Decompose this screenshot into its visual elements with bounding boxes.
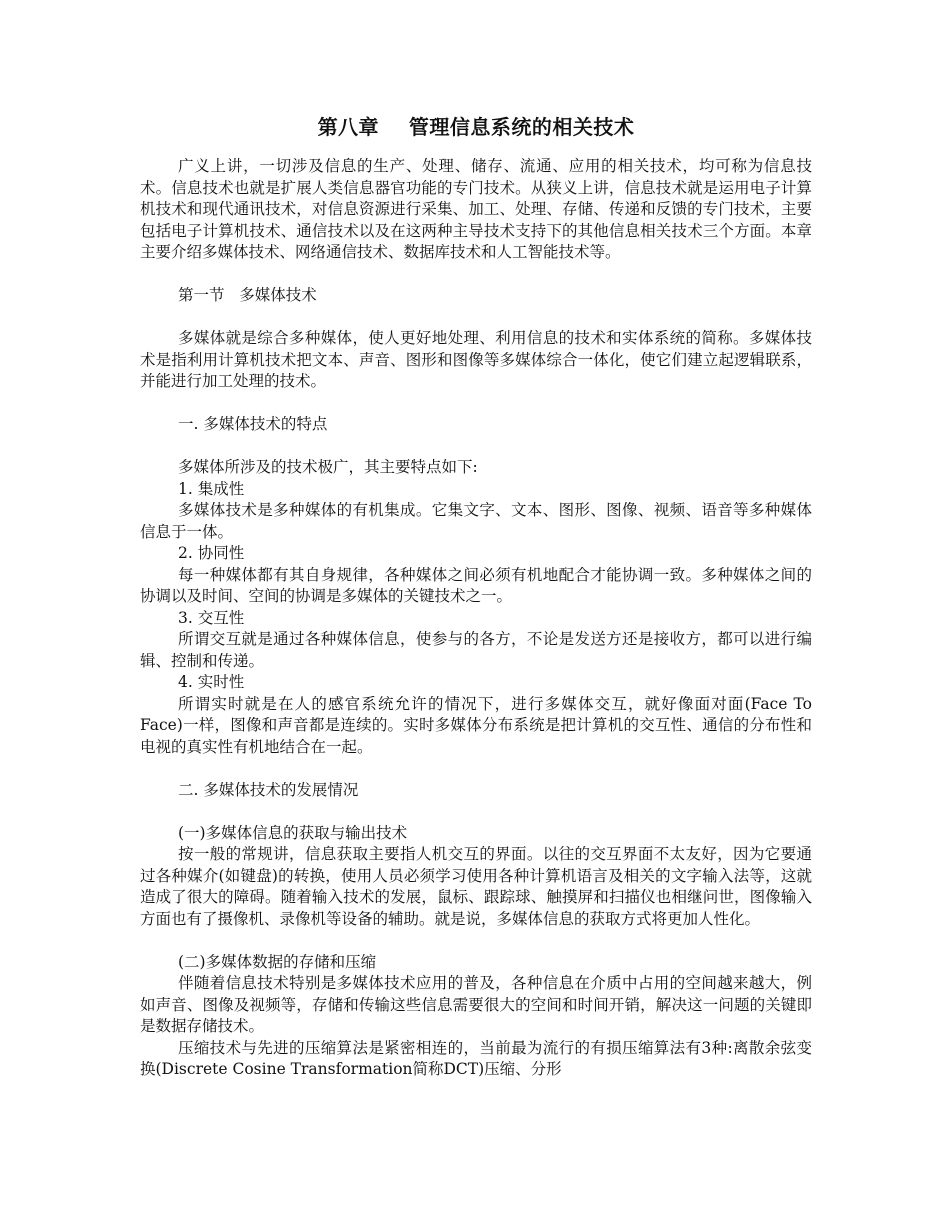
section-paragraph: 多媒体就是综合多种媒体，使人更好地处理、利用信息的技术和实体系统的简称。多媒体技术是指利用计算机技术把文本、声音、图形和图像等多媒体综合一体化，使它们建立起逻辑联系，并能进行加工处理的技术。 — [140, 329, 812, 390]
item-label: 3. 交互性 — [178, 608, 245, 627]
intro-paragraph: 广义上讲，一切涉及信息的生产、处理、储存、流通、应用的相关技术，均可称为信息技术。信息技术也就是扩展人类信息器官功能的专门技术。从狭义上讲，信息技术就是运用电子计算机技术和现代通讯技术，对信息资源进行采集、加工、处理、存储、传递和反馈的专门技术，主要包括电子计算机技术、通信技术以及在这两种主导技术支持下的其他信息相关技术三个方面。本章主要介绍多媒体技术、网络通信技术、数据库技术和人工智能技术等。 — [140, 157, 812, 261]
item-text: 所谓实时就是在人的感官系统允许的情况下，进行多媒体交互，就好像面对面(Face To Face)一样，图像和声音都是连续的。实时多媒体分布系统是把计算机的交互性、通信的分布性和电视的真实性有机地结合在一起。 — [140, 694, 812, 756]
spacer — [140, 436, 812, 458]
part-heading: 一. 多媒体技术的特点 — [178, 415, 328, 433]
spacer — [140, 930, 812, 952]
subsection-text: 按一般的常规讲，信息获取主要指人机交互的界面。以往的交互界面不太友好，因为它要通过各种媒介(如键盘)的转换，使用人员必须学习使用各种计算机语言及相关的文字输入法等，这就造成了很大的障碍。随着输入技术的发展，鼠标、跟踪球、触摸屏和扫描仪也相继问世，图像输入方面也有了摄像机、录像机等设备的辅助。就是说，多媒体信息的获取方式将更加人性化。 — [140, 845, 812, 928]
spacer — [140, 264, 812, 286]
subsection-text: 压缩技术与先进的压缩算法是紧密相连的，当前最为流行的有损压缩算法有3种:离散余弦变换(Discrete Cosine Transformation简称DCT)压缩、分形 — [140, 1038, 812, 1078]
subsection-text: 伴随着信息技术特别是多媒体技术应用的普及，各种信息在介质中占用的空间越来越大，例如声音、图像及视频等，存储和传输这些信息需要很大的空间和时间开销，解决这一问题的关键即是数据存储技术。 — [140, 974, 812, 1035]
spacer — [140, 393, 812, 415]
section-heading: 第一节 多媒体技术 — [178, 286, 317, 304]
item-label: 4. 实时性 — [178, 673, 245, 691]
chapter-title: 第八章 管理信息系统的相关技术 — [317, 115, 635, 139]
item-text: 所谓交互就是通过各种媒体信息，使参与的各方，不论是发送方还是接收方，都可以进行编辑、控制和传递。 — [140, 630, 812, 670]
item-text: 每一种媒体都有其自身规律，各种媒体之间必须有机地配合才能协调一致。多种媒体之间的协调以及时间、空间的协调是多媒体的关键技术之一。 — [140, 565, 812, 605]
item-label: 1. 集成性 — [178, 479, 245, 498]
subsection-heading: (二)多媒体数据的存储和压缩 — [178, 952, 377, 971]
spacer — [140, 801, 812, 823]
part-lead: 多媒体所涉及的技术极广，其主要特点如下: — [178, 458, 478, 476]
spacer — [140, 758, 812, 780]
part-heading: 二. 多媒体技术的发展情况 — [178, 780, 359, 799]
subsection-heading: (一)多媒体信息的获取与输出技术 — [178, 823, 408, 842]
item-text: 多媒体技术是多种媒体的有机集成。它集文字、文本、图形、图像、视频、语音等多种媒体信息于一体。 — [140, 501, 812, 541]
document-page — [140, 110, 812, 1081]
spacer — [140, 307, 812, 329]
item-label: 2. 协同性 — [178, 544, 245, 562]
